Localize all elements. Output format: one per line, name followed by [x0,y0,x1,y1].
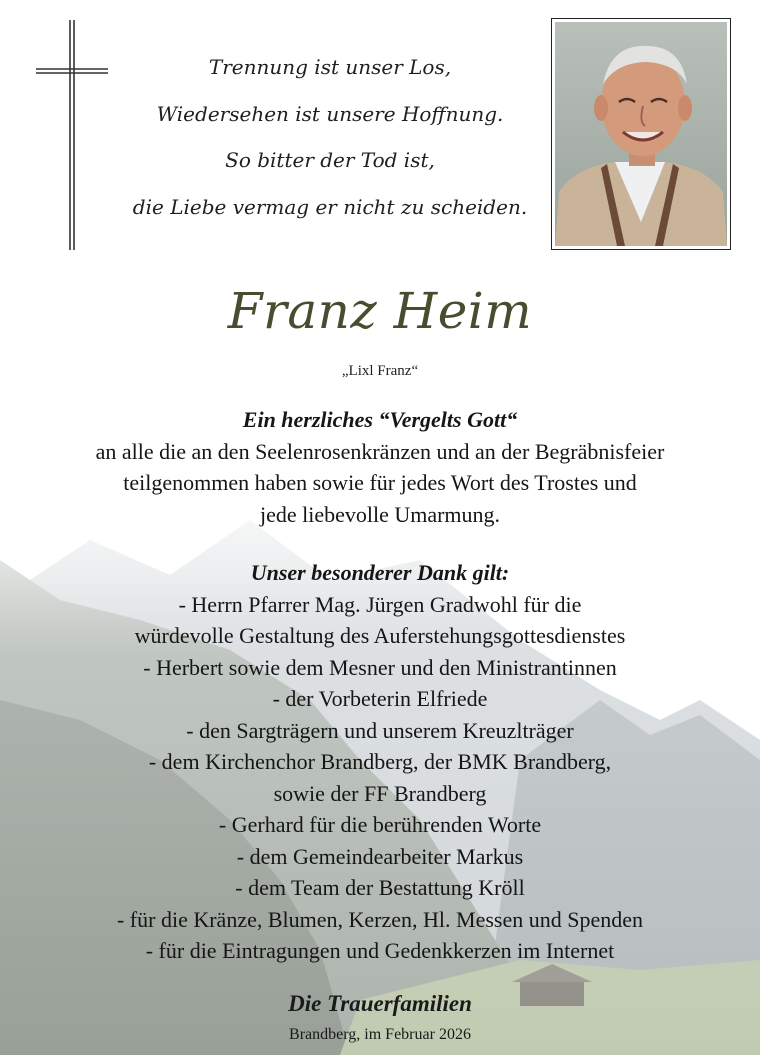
verse-line: So bitter der Tod ist, [225,148,435,172]
portrait-photo [555,22,727,246]
family-signature: Die Trauerfamilien [288,991,472,1016]
thanks-heading: Ein herzliches “Vergelts Gott“ [242,407,518,432]
verse-line: die Liebe vermag er nicht zu scheiden. [132,194,528,219]
special-thanks-line: - Gerhard für die berührenden Worte [218,812,542,837]
signature-block [0,988,760,1048]
special-thanks-line: - den Sargträgern und unserem Kreuzlträger [186,717,574,743]
special-thanks-section [0,557,760,967]
special-thanks-line: - dem Team der Bestattung Kröll [235,875,525,900]
special-thanks-line: - Herrn Pfarrer Mag. Jürgen Gradwohl für die [178,591,582,617]
special-thanks-line: - dem Gemeindearbeiter Markus [236,843,524,869]
special-thanks-line: - für die Kränze, Blumen, Kerzen, Hl. Messen und Spenden [116,906,643,932]
verse-line: Wiedersehen ist unsere Hoffnung. [156,101,504,126]
special-thanks-line: würdevolle Gestaltung des Auferstehungsgottesdienstes [134,623,626,648]
thanks-line: jede liebevolle Umarmung. [259,501,501,527]
special-thanks-heading: Unser besonderer Dank gilt: [250,560,510,585]
thanks-line: teilgenommen haben sowie für jedes Wort des Trostes und [123,470,637,495]
special-thanks-line: - dem Kirchenchor Brandberg, der BMK Brandberg, [148,749,612,774]
special-thanks-line: - für die Eintragungen und Gedenkkerzen im Internet [145,938,615,963]
place-date: Brandberg, im Februar 2026 [289,1026,471,1043]
special-thanks-line: sowie der FF Brandberg [273,780,487,806]
special-thanks-line: - der Vorbeterin Elfriede [272,686,488,711]
thanks-line: an alle die an den Seelenrosenkränzen und an der Begräbnisfeier [95,438,665,464]
deceased-name: Franz Heim [227,282,533,340]
deceased-nickname: „Lixl Franz“ [341,363,419,379]
memorial-verse [120,44,540,230]
special-thanks-line: - Herbert sowie dem Mesner und den Ministrantinnen [143,654,617,680]
verse-line: Trennung ist unser Los, [208,55,452,79]
cross-icon [34,18,110,252]
portrait-frame [551,18,731,250]
thanks-section [0,404,760,530]
